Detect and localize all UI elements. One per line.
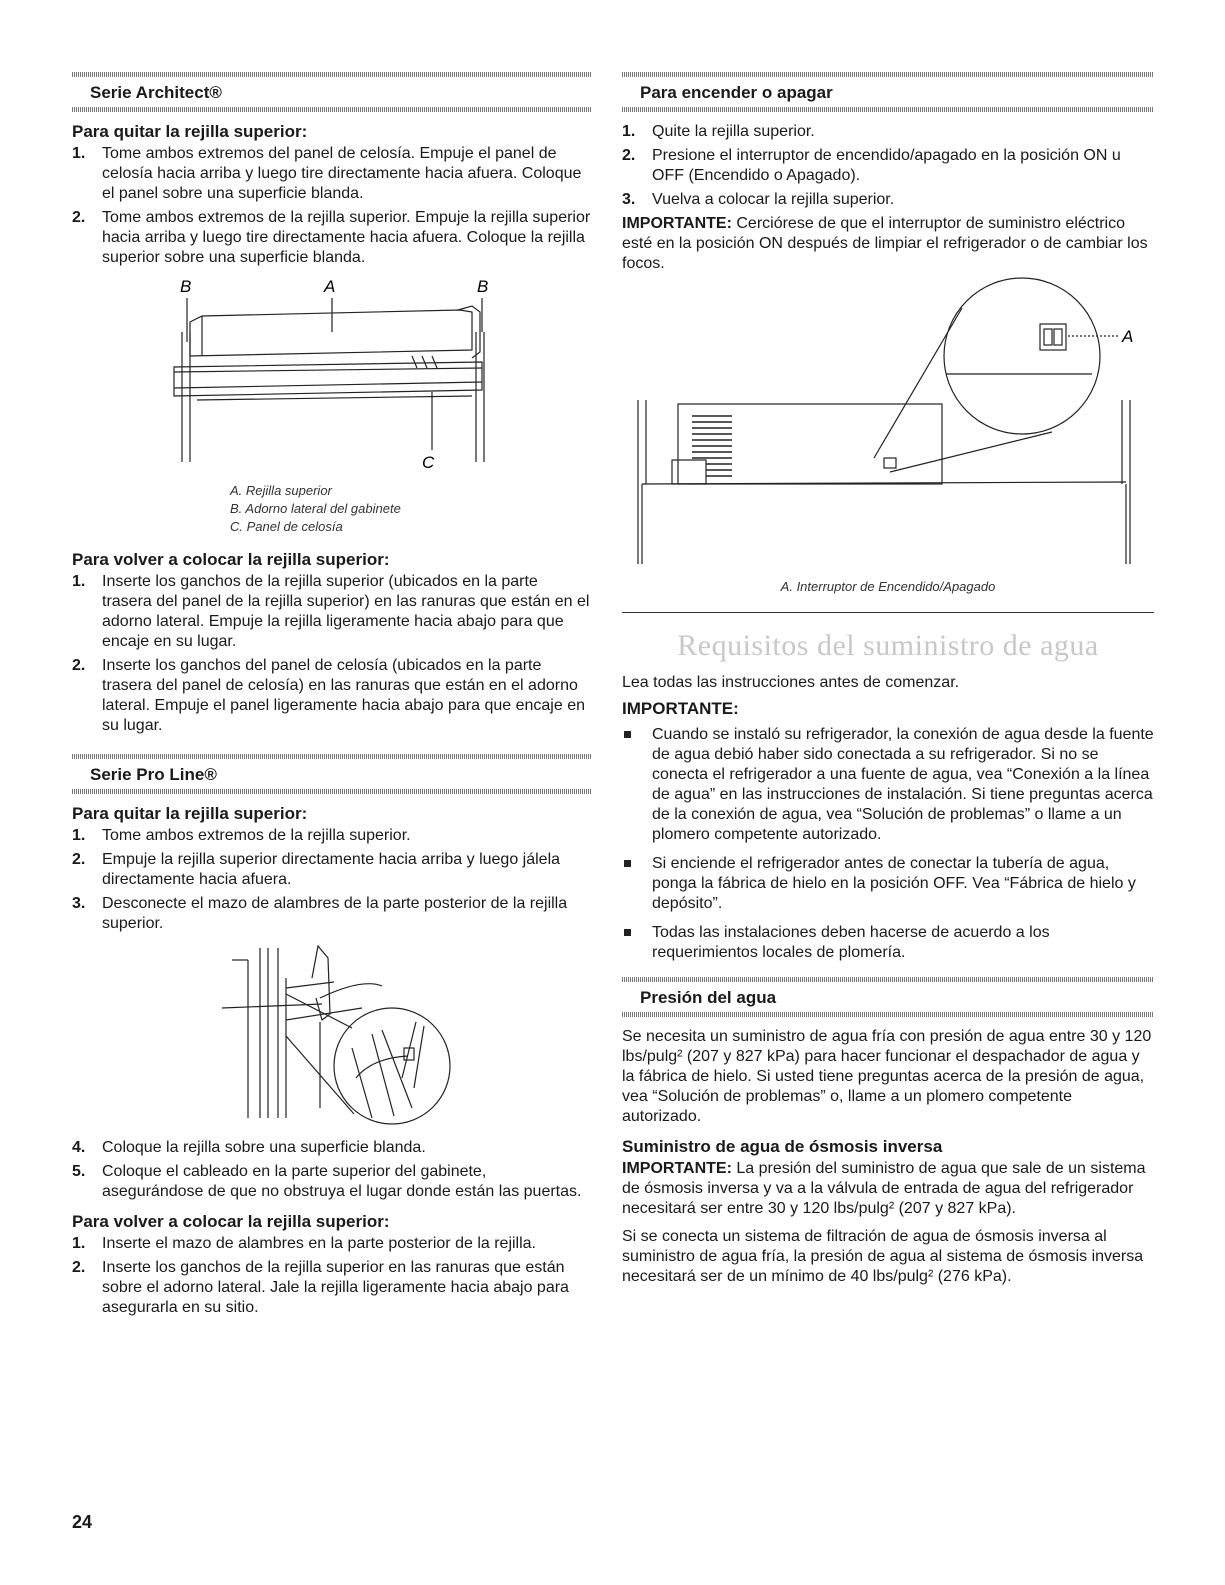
intro-text: Lea todas las instrucciones antes de comenzar. (622, 674, 960, 691)
figure-caption: B. Adorno lateral del gabinete (230, 501, 401, 516)
step-text: Inserte el mazo de alambres en la parte posterior de la rejilla. (102, 1235, 536, 1252)
step-number: 1. (72, 1235, 86, 1252)
section-header-proline: Serie Pro Line® (90, 765, 217, 784)
label-a: A (1122, 327, 1134, 346)
subheading-ro: Suministro de agua de ósmosis inversa (622, 1137, 943, 1156)
page-number: 24 (72, 1512, 93, 1532)
step-number: 1. (72, 827, 86, 844)
step-number: 4. (72, 1139, 86, 1156)
step-number: 2. (72, 657, 86, 674)
steps-list (72, 826, 592, 934)
step-number: 5. (72, 1163, 86, 1180)
step-item (72, 208, 592, 268)
bullet-item: Si enciende el refrigerador antes de conectar la tubería de agua, ponga la fábrica de hielo en la posición OFF. Vea “Fábrica de hielo y depósito”. (622, 854, 1154, 914)
step-text: Tome ambos extremos de la rejilla superior. Empuje la rejilla superior hacia arriba y luego tire directamente hacia afuera. Coloque la rejilla superior sobre una superficie blanda. (102, 209, 591, 266)
step-number: 1. (622, 123, 636, 140)
left-column (72, 72, 592, 1322)
step-text: Desconecte el mazo de alambres de la parte posterior de la rejilla superior. (102, 895, 568, 932)
step-item (72, 1234, 592, 1254)
step-item (72, 1258, 592, 1318)
step-text: Presione el interruptor de encendido/apagado en la posición ON u OFF (Encendido o Apagado). (652, 147, 1121, 184)
step-item (72, 850, 592, 890)
section-divider (622, 107, 1154, 112)
body-text: Se necesita un suministro de agua fría con presión de agua entre 30 y 120 lbs/pulg² (207 y 827 kPa) para hacer funcionar el despachador de agua y la fábrica de hielo. Si usted tiene preguntas acerca de la presión de agua, vea “Solución de problemas” o, llame a un plomero competente autorizado. (622, 1028, 1152, 1125)
steps-list (72, 572, 592, 736)
steps-list (72, 1234, 592, 1318)
steps-list (72, 1138, 592, 1202)
figure-wire-harness (72, 938, 592, 1138)
important-label: IMPORTANTE: (622, 215, 732, 232)
bullet-item: Todas las instalaciones deben hacerse de acuerdo a los requerimientos locales de plomería. (622, 923, 1154, 963)
section-divider (622, 1012, 1154, 1017)
step-item (622, 190, 1154, 210)
important-heading: IMPORTANTE: (622, 699, 739, 718)
step-text: Quite la rejilla superior. (652, 123, 815, 140)
step-text: Tome ambos extremos del panel de celosía. Empuje el panel de celosía hacia arriba y luego tire directamente hacia afuera. Coloque el panel sobre una superficie blanda. (102, 145, 582, 202)
step-number: 2. (72, 209, 86, 226)
label-b-left: B (180, 277, 192, 296)
step-text: Coloque el cableado en la parte superior del gabinete, asegurándose de que no obstruya el lugar donde están las puertas. (102, 1163, 582, 1200)
important-label: IMPORTANTE: (622, 1160, 732, 1177)
important-text: Cerciórese de que el interruptor de suministro eléctrico esté en la posición ON después de limpiar el refrigerador o de cambiar los focos. (622, 215, 1148, 272)
important-note (622, 214, 1154, 274)
step-text: Inserte los ganchos de la rejilla superior en las ranuras que están sobre el adorno lateral. Jale la rejilla ligeramente hacia abajo para asegurarla en su sitio. (102, 1259, 569, 1316)
step-text: Inserte los ganchos del panel de celosía (ubicados en la parte trasera del panel de celosía) en las ranuras que están en el adorno lateral. Empuje el panel ligeramente hacia abajo para que encaje en su lugar. (102, 657, 585, 734)
figure-top-grille (72, 272, 592, 472)
step-number: 2. (622, 147, 636, 164)
figure-power-switch (622, 274, 1154, 574)
subheading-replace-grille: Para volver a colocar la rejilla superior: (72, 550, 390, 569)
bullet-list (622, 725, 1154, 963)
subheading-remove-grille: Para quitar la rejilla superior: (72, 804, 308, 823)
section-divider (72, 789, 592, 794)
step-item (72, 656, 592, 736)
figure-caption: C. Panel de celosía (230, 519, 343, 534)
step-number: 3. (622, 191, 636, 208)
steps-list (72, 144, 592, 268)
section-header-power: Para encender o apagar (640, 83, 833, 102)
step-text: Empuje la rejilla superior directamente hacia arriba y luego jálela directamente hacia afuera. (102, 851, 561, 888)
important-note (622, 1159, 1154, 1219)
label-a: A (324, 277, 336, 296)
step-number: 2. (72, 851, 86, 868)
step-item (72, 826, 592, 846)
figure-captions (230, 482, 592, 536)
step-number: 2. (72, 1259, 86, 1276)
step-text: Vuelva a colocar la rejilla superior. (652, 191, 895, 208)
step-text: Coloque la rejilla sobre una superficie blanda. (102, 1139, 426, 1156)
body-text: Si se conecta un sistema de filtración de agua de ósmosis inversa al suministro de agua fría, la presión de agua al sistema de ósmosis inversa necesitará ser de un mínimo de 40 lbs/pulg² (276 kPa). (622, 1228, 1144, 1285)
figure-caption: A. Interruptor de Encendido/Apagado (780, 579, 996, 594)
important-text: La presión del suministro de agua que sale de un sistema de ósmosis inversa y va a la válvula de entrada de agua del refrigerador necesitará ser entre 30 y 120 lbs/pulg² (207 y 827 kPa). (622, 1160, 1146, 1217)
subheading-replace-grille: Para volver a colocar la rejilla superior: (72, 1212, 390, 1231)
section-header-architect: Serie Architect® (90, 83, 222, 102)
step-item (72, 894, 592, 934)
step-item (72, 1162, 592, 1202)
step-item (622, 122, 1154, 142)
subheading-remove-grille: Para quitar la rejilla superior: (72, 122, 308, 141)
step-text: Tome ambos extremos de la rejilla superior. (102, 827, 411, 844)
section-divider (72, 107, 592, 112)
label-b-right: B (477, 277, 489, 296)
step-item (72, 1138, 592, 1158)
step-number: 3. (72, 895, 86, 912)
step-item (72, 572, 592, 652)
section-title-water: Requisitos del suministro de agua (677, 629, 1099, 662)
step-item (72, 144, 592, 204)
bullet-item: Cuando se instaló su refrigerador, la conexión de agua desde la fuente de agua debió haber sido conectada a su refrigerador. Si no se conecta el refrigerador a una fuente de agua, vea “Conexión a la línea de agua” en las instrucciones de instalación. Si tiene preguntas acerca de la conexión de agua, vea “Solución de problemas” o llame a un plomero competente autorizado. (622, 725, 1154, 845)
step-number: 1. (72, 573, 86, 590)
section-header-pressure: Presión del agua (640, 988, 777, 1007)
horizontal-rule (622, 612, 1154, 613)
figure-caption: A. Rejilla superior (230, 483, 332, 498)
steps-list (622, 122, 1154, 210)
label-c: C (422, 453, 435, 472)
step-item (622, 146, 1154, 186)
step-number: 1. (72, 145, 86, 162)
right-column (622, 72, 1154, 1287)
step-text: Inserte los ganchos de la rejilla superior (ubicados en la parte trasera del panel de la rejilla superior) en las ranuras que están en el adorno lateral. Empuje la rejilla ligeramente hacia abajo para que encaje en su lugar. (102, 573, 590, 650)
